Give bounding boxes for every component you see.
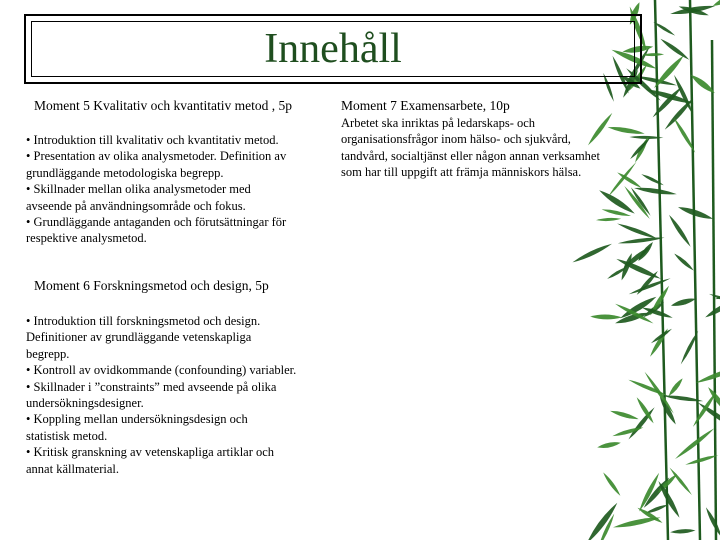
body-line: avseende på användningsområde och fokus. (26, 198, 246, 213)
body-line: • Skillnader i ”constraints” med avseende på olika (26, 379, 277, 394)
body-line: • Grundläggande antaganden och förutsättningar för (26, 215, 287, 230)
moment6-body (26, 313, 296, 477)
body-line: Arbetet ska inriktas på ledarskaps- och (341, 116, 536, 130)
body-line: • Kontroll av ovidkommande (confounding) variabler. (26, 363, 297, 378)
title-inner-frame (31, 21, 635, 77)
moment5-body (26, 132, 286, 247)
body-line: annat källmaterial. (26, 461, 120, 476)
body-line: • Introduktion till kvalitativ och kvantitativ metod. (26, 133, 279, 147)
body-line: • Introduktion till forskningsmetod och design. (26, 314, 261, 328)
moment5-heading: Moment 5 Kvalitativ och kvantitativ metod , 5p (34, 98, 292, 113)
body-line: • Skillnader mellan olika analysmetoder med (26, 182, 251, 197)
body-line: grundläggande metodologiska begrepp. (26, 165, 224, 180)
body-line: organisationsfrågor inom hälso- och sjukvård, (341, 132, 571, 147)
body-line: • Koppling mellan undersökningsdesign och (26, 412, 248, 427)
moment7-body (341, 115, 600, 181)
body-line: statistisk metod. (26, 428, 108, 443)
body-line: • Kritisk granskning av vetenskapliga artiklar och (26, 445, 275, 460)
moment7-heading: Moment 7 Examensarbete, 10p (341, 98, 510, 113)
body-line: Definitioner av grundläggande vetenskapliga (26, 330, 252, 345)
body-line: begrepp. (26, 346, 70, 361)
moment6-heading: Moment 6 Forskningsmetod och design, 5p (34, 278, 269, 293)
body-line: • Presentation av olika analysmetoder. Definition av (26, 149, 287, 164)
body-line: tandvård, socialtjänst eller någon annan verksamhet (341, 148, 600, 163)
body-line: som har till uppgift att främja människors hälsa. (341, 165, 582, 180)
body-line: respektive analysmetod. (26, 231, 147, 246)
title-frame (24, 14, 642, 84)
slide-title: Innehåll (264, 26, 402, 72)
body-line: undersökningsdesigner. (26, 396, 144, 411)
